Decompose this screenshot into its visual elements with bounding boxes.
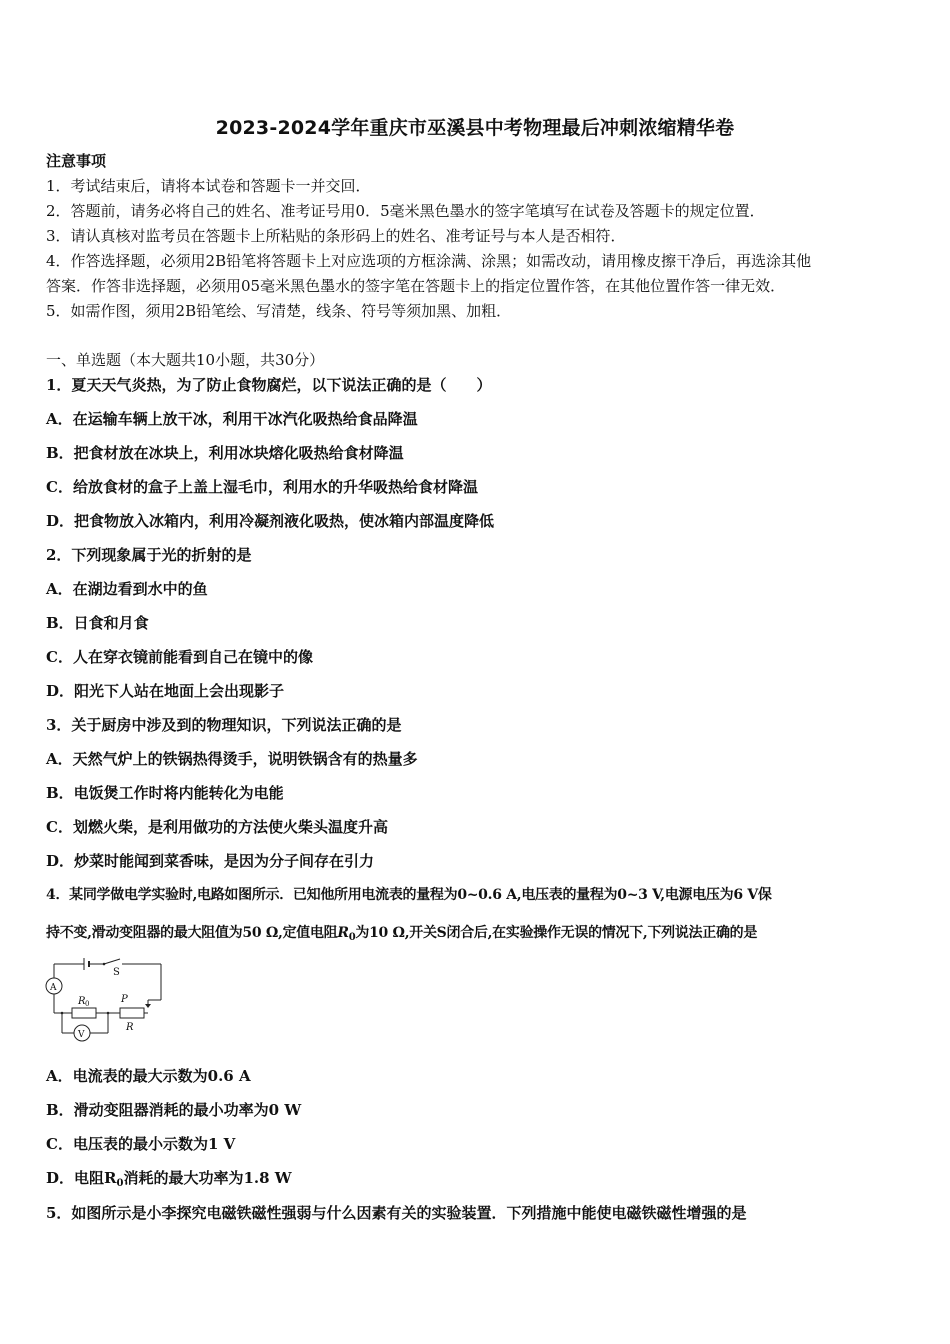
junction-left [61,1012,64,1015]
section-heading: 一、单选题（本大题共10小题，共30分） [46,351,325,369]
slider-label: P [121,994,128,1005]
question-4-stem-line1: 4．某同学做电学实验时,电路如图所示．已知他所用电流表的量程为0~0.6 A,电压表的量程为0~3 V,电源电压为6 V保 [46,887,772,903]
resistor-label-sub: 0 [85,1000,90,1008]
question-1-option-d: D．把食物放入冰箱内，利用冷凝剂液化吸热，使冰箱内部温度降低 [46,512,495,530]
question-4-stem-r0: R [337,925,349,941]
resistor-r0 [72,1008,96,1018]
question-4-option-d [46,1168,292,1194]
question-2-option-d: D．阳光下人站在地面上会出现影子 [46,682,285,700]
notice-item: 3．请认真核对监考员在答题卡上所粘贴的条形码上的姓名、准考证号与本人是否相符． [46,227,626,245]
question-4-option-a: A．电流表的最大示数为0.6 A [46,1067,251,1085]
question-3-option-d: D．炒菜时能闻到菜香味，是因为分子间存在引力 [46,852,375,870]
question-3-stem: 3．关于厨房中涉及到的物理知识，下列说法正确的是 [46,716,402,734]
ammeter-label: A [50,983,57,993]
notice-item: 5．如需作图，须用2B铅笔绘、写清楚，线条、符号等须加黑、加粗． [46,302,512,320]
switch-pivot [103,963,106,966]
question-4-option-d-text-b: 消耗的最大功率为1.8 W [123,1169,292,1187]
question-4-stem-line2 [46,923,757,948]
question-2-stem: 2．下列现象属于光的折射的是 [46,546,252,564]
question-4-option-d-sub: 0 [116,1178,124,1189]
question-3-option-c: C．划燃火柴，是利用做功的方法使火柴头温度升高 [46,818,388,836]
question-1-stem: 1．夏天天气炎热，为了防止食物腐烂，以下说法正确的是（ ） [46,376,492,394]
junction-right [107,1012,110,1015]
question-4-stem-text-b: 为10 Ω,开关S闭合后,在实验操作无误的情况下,下列说法正确的是 [355,925,758,941]
question-4-stem-r0-sub: 0 [348,932,356,943]
circuit-diagram [40,956,170,1046]
rheostat [120,1008,144,1018]
question-2-option-c: C．人在穿衣镜前能看到自己在镜中的像 [46,648,313,666]
voltmeter-label: V [78,1030,85,1040]
notice-item: 1．考试结束后，请将本试卷和答题卡一并交回． [46,177,371,195]
slider-arrow [145,1004,151,1008]
question-1-option-a: A．在运输车辆上放干冰，利用干冰汽化吸热给食品降温 [46,410,418,428]
question-2-option-b: B．日食和月食 [46,614,149,632]
notice-item: 答案．作答非选择题，必须用05毫米黑色墨水的签字笔在答题卡上的指定位置作答，在其他位置作答一律无效． [46,277,786,295]
question-4-option-b: B．滑动变阻器消耗的最小功率为0 W [46,1101,302,1119]
question-1-option-b: B．把食材放在冰块上，利用冰块熔化吸热给食材降温 [46,444,404,462]
question-4-option-d-text-a: D．电阻R [46,1169,117,1187]
question-3-option-b: B．电饭煲工作时将内能转化为电能 [46,784,284,802]
notice-item: 2．答题前，请务必将自己的姓名、准考证号用0．5毫米黑色墨水的签字笔填写在试卷及答题卡的规定位置． [46,202,765,220]
question-5-stem: 5．如图所示是小李探究电磁铁磁性强弱与什么因素有关的实验装置．下列措施中能使电磁铁磁性增强的是 [46,1204,747,1222]
question-3-option-a: A．天然气炉上的铁锅热得烫手，说明铁锅含有的热量多 [46,750,418,768]
resistor-label: R [78,996,86,1007]
notice-item: 4．作答选择题，必须用2B铅笔将答题卡上对应选项的方框涂满、涂黑；如需改动，请用橡皮擦干净后，再选涂其他 [46,252,812,270]
rheostat-label: R [126,1022,134,1033]
question-2-option-a: A．在湖边看到水中的鱼 [46,580,208,598]
notice-heading: 注意事项 [46,152,107,170]
page-title: 2023-2024学年重庆市巫溪县中考物理最后冲刺浓缩精华卷 [215,117,735,139]
question-4-stem-text-a: 持不变,滑动变阻器的最大阻值为50 Ω,定值电阻 [46,925,338,941]
question-1-option-c: C．给放食材的盒子上盖上湿毛巾，利用水的升华吸热给食材降温 [46,478,478,496]
question-4-option-c: C．电压表的最小示数为1 V [46,1135,236,1153]
switch-blade [104,959,120,964]
switch-label: S [113,967,120,978]
